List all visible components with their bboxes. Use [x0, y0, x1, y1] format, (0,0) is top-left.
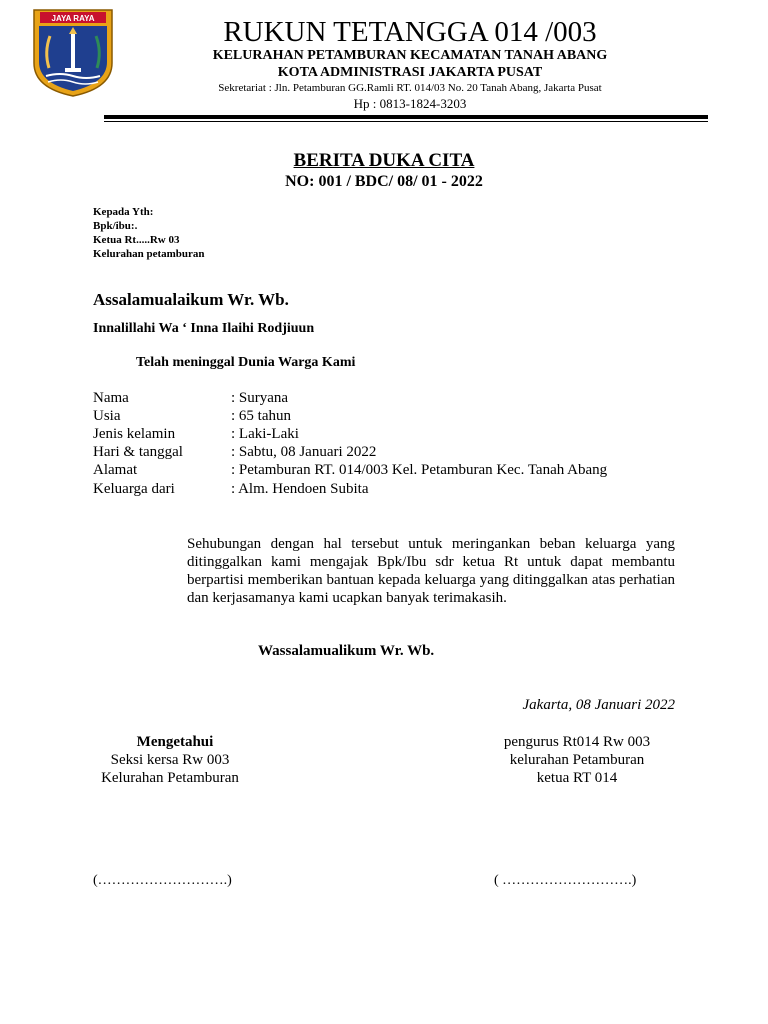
org-title: RUKUN TETANGGA 014 /003: [223, 16, 597, 48]
org-address: Sekretariat : Jln. Petamburan GG.Ramli RT. 014/03 No. 20 Tanah Abang, Jakarta Pusat: [218, 82, 602, 94]
signature-left-blank: (……………………….): [93, 873, 232, 888]
signature-right-line-1: kelurahan Petamburan: [509, 752, 645, 768]
closing: Wassalamualikum Wr. Wb.: [258, 643, 435, 659]
detail-row-nama: [93, 389, 288, 407]
header-rule-thin: [104, 121, 708, 122]
detail-row-keluarga-dari: [93, 480, 369, 498]
org-subtitle-kota: KOTA ADMINISTRASI JAKARTA PUSAT: [277, 65, 543, 80]
detail-value: : Alm. Hendoen Subita: [231, 481, 369, 497]
detail-row-jenis-kelamin: [93, 425, 299, 443]
detail-value: : Suryana: [231, 390, 289, 406]
detail-row-alamat: [93, 461, 607, 479]
recipient-line-3: Ketua Rt.....Rw 03: [93, 234, 180, 246]
detail-label: Keluarga dari: [93, 481, 175, 497]
signature-left-line-2: Kelurahan Petamburan: [101, 770, 239, 786]
innalillahi: Innalillahi Wa ‘ Inna Ilaihi Rodjiuun: [93, 321, 315, 336]
detail-row-usia: [93, 407, 291, 425]
detail-label: Nama: [93, 390, 129, 406]
detail-value: : Laki-Laki: [231, 426, 299, 442]
detail-value: : Sabtu, 08 Januari 2022: [231, 444, 377, 460]
signature-left-title: Mengetahui: [136, 734, 214, 750]
detail-value: : 65 tahun: [231, 408, 291, 424]
recipient-line-1: Kepada Yth:: [93, 206, 154, 218]
detail-value: : Petamburan RT. 014/003 Kel. Petamburan Kec. Tanah Abang: [231, 462, 608, 478]
body-paragraph: Sehubungan dengan hal tersebut untuk meringankan beban keluarga yang ditinggalkan kami mengajak Bpk/Ibu sdr ketua Rt untuk dapat membantu berpartisi memberikan bantuan kepada keluarga yang ditinggalkan atas perhatian dan kerjasamanya kami ucapkan banyak terimakasih.: [187, 536, 675, 606]
signature-right-blank: ( ……………………….): [494, 873, 637, 888]
detail-label: Alamat: [93, 462, 138, 478]
jakarta-emblem-logo: [32, 8, 114, 98]
detail-label: Jenis kelamin: [93, 426, 176, 442]
detail-label: Usia: [93, 408, 121, 424]
recipient-line-2: Bpk/ibu:.: [93, 220, 138, 232]
recipient-line-4: Kelurahan petamburan: [93, 248, 205, 260]
org-subtitle-kelurahan: KELURAHAN PETAMBURAN KECAMATAN TANAH ABANG: [212, 48, 608, 63]
detail-label: Hari & tanggal: [93, 444, 183, 460]
header-rule-thick: [104, 115, 708, 119]
announcement: Telah meninggal Dunia Warga Kami: [136, 355, 356, 370]
svg-text:JAYA RAYA: JAYA RAYA: [51, 14, 95, 23]
detail-row-hari-tanggal: [93, 443, 376, 461]
place-date: Jakarta, 08 Januari 2022: [522, 697, 675, 713]
letter-heading: BERITA DUKA CITA: [293, 150, 475, 171]
signature-right-line-0: pengurus Rt014 Rw 003: [503, 734, 651, 750]
org-phone: Hp : 0813-1824-3203: [353, 96, 467, 111]
signature-right-line-2: ketua RT 014: [536, 770, 618, 786]
signature-left-line-1: Seksi kersa Rw 003: [110, 752, 230, 768]
letter-number: NO: 001 / BDC/ 08/ 01 - 2022: [285, 173, 483, 190]
greeting: Assalamualaikum Wr. Wb.: [93, 290, 289, 309]
